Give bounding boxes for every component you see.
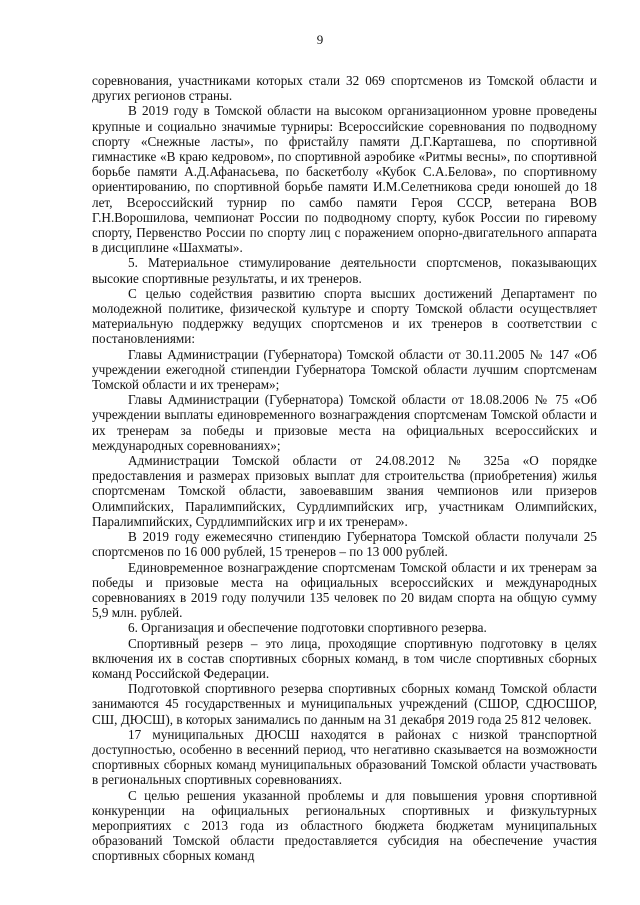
paragraph-resolution-147: Главы Администрации (Губернатора) Томской области от 30.11.2005 № 147 «Об учреждении ежегодной стипендии Губернатора Томской области лучшим спортсменам Томской области и их тренерам»; <box>92 346 597 393</box>
paragraph-tournaments-2019: В 2019 году в Томской области на высоком организационном уровне проведены крупные и социально значимые турниры: Всероссийские соревнования по подводному спорту «Снежные ласты», по фристайлу памяти Д.Г.Карташева, по спортивной гимнастике «В краю кедровом», по спортивной аэробике «Ритмы весны», по спортивной борьбе памяти А.Д.Афанасьева, по баскетболу «Кубок С.А.Белова», по спортивному ориентированию, по спортивной борьбе памяти И.М.Селетникова среди юношей до 18 лет, Всероссийский турнир по самбо памяти Героя СССР, ветерана ВОВ Г.Н.Ворошилова, чемпионат России по подводному спорту, кубок России по гиревому спорту, Первенство России по спорту лиц с поражением опорно-двигательного аппарата в дисциплине «Шахматы». <box>92 103 597 256</box>
paragraph-subsidy: С целью решения указанной проблемы и для повышения уровня спортивной конкуренции на официальных региональных спортивных и физкультурных мероприятиях с 2013 года из областного бюджета бюджетам муниципальных образований Томской области предоставляется субсидия на обеспечение участия спортивных сборных команд <box>92 787 597 864</box>
paragraph-one-time-rewards: Единовременное вознаграждение спортсменам Томской области и их тренерам за победы и призовые места на официальных всероссийских и международных соревнованиях в 2019 году получили 135 человек по 20 видам спорта на общую сумму 5,9 млн. рублей. <box>92 559 597 621</box>
paragraph-transport-accessibility: 17 муниципальных ДЮСШ находятся в районах с низкой транспортной доступностью, особенно в весенний период, что негативно сказывается на возможности спортивных сборных команд муниципальных образований Томской области участвовать в региональных спортивных соревнованиях. <box>92 726 597 788</box>
paragraph-resolution-75: Главы Администрации (Губернатора) Томской области от 18.08.2006 № 75 «Об учреждении выплаты единовременного вознаграждения спортсменам Томской области и их тренерам за победы и призовые места на официальных всероссийских и международных соревнованиях»; <box>92 392 597 453</box>
paragraph-department-support: С целью содействия развитию спорта высших достижений Департамент по молодежной политике, физической культуре и спорту Томской области осуществляет материальную поддержку ведущих спортсменов и их тренеров в соответствии с постановлениями: <box>92 285 597 347</box>
paragraph-resolution-325a: Администрации Томской области от 24.08.2012 № 325а «О порядке предоставления и размерах призовых выплат для строительства (приобретения) жилья спортсменам Томской области, завоевавшим звания чемпионов или призеров Олимпийских, Паралимпийских, Сурдлимпийских игр, участникам Олимпийских, Паралимпийских, Сурдлимпийских игр и их тренерам». <box>92 453 597 529</box>
section-heading-sports-reserve: 6. Организация и обеспечение подготовки спортивного резерва. <box>128 620 487 636</box>
paragraph-reserve-institutions: Подготовкой спортивного резерва спортивных сборных команд Томской области занимаются 45 государственных и муниципальных учреждений (СШОР, СДЮСШОР, СШ, ДЮСШ), в которых занимались по данным на 31 декабря 2019 года 25 812 человек. <box>92 681 597 727</box>
paragraph-stipends-2019: В 2019 году ежемесячно стипендию Губернатора Томской области получали 25 спортсменов по 16 000 рублей, 15 тренеров – по 13 000 рублей. <box>92 529 597 560</box>
section-heading-material-incentives: 5. Материальное стимулирование деятельности спортсменов, показывающих высокие спортивные результаты, и их тренеров. <box>92 255 597 286</box>
document-body <box>92 73 597 864</box>
paragraph-continuation: соревнования, участниками которых стали 32 069 спортсменов из Томской области и других регионов страны. <box>92 73 597 104</box>
page-number: 9 <box>316 32 324 47</box>
paragraph-reserve-definition: Спортивный резерв – это лица, проходящие спортивную подготовку в целях включения их в состав спортивных сборных команд, в том числе спортивных сборных команд Российской Федерации. <box>92 635 597 681</box>
